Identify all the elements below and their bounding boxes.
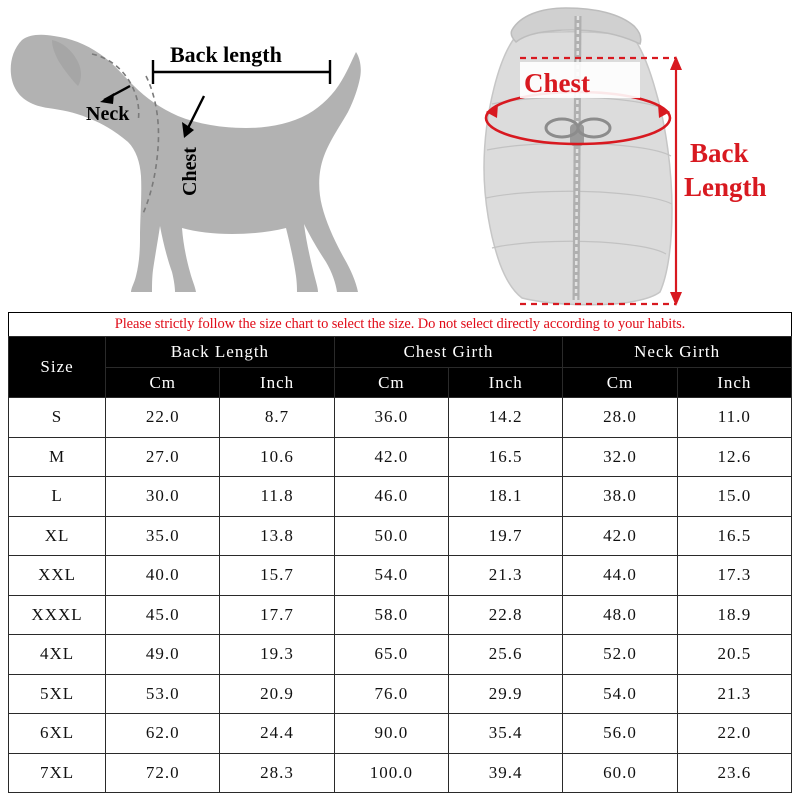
cell-chest-cm: 54.0 bbox=[334, 556, 448, 596]
cell-neck-cm: 54.0 bbox=[563, 674, 677, 714]
cell-chest-cm: 100.0 bbox=[334, 753, 448, 793]
cell-chest-cm: 50.0 bbox=[334, 516, 448, 556]
cell-back-cm: 22.0 bbox=[106, 398, 220, 438]
table-row bbox=[9, 753, 792, 793]
cell-neck-inch: 18.9 bbox=[677, 595, 791, 635]
cell-back-inch: 15.7 bbox=[220, 556, 334, 596]
row-size: 6XL bbox=[9, 714, 106, 754]
cell-chest-inch: 29.9 bbox=[449, 674, 563, 714]
cell-chest-inch: 14.2 bbox=[449, 398, 563, 438]
cell-chest-inch: 19.7 bbox=[449, 516, 563, 556]
row-size: S bbox=[9, 398, 106, 438]
neck-label: Neck bbox=[86, 103, 130, 125]
cell-back-cm: 40.0 bbox=[106, 556, 220, 596]
header-unit-back-cm: Cm bbox=[106, 368, 220, 398]
cell-chest-inch: 22.8 bbox=[449, 595, 563, 635]
cell-back-inch: 11.8 bbox=[220, 477, 334, 517]
table-row bbox=[9, 635, 792, 675]
cell-neck-cm: 28.0 bbox=[563, 398, 677, 438]
row-size: 5XL bbox=[9, 674, 106, 714]
back-length-label: Back length bbox=[170, 42, 282, 67]
coat-back-label: Back bbox=[690, 138, 749, 168]
cell-neck-cm: 44.0 bbox=[563, 556, 677, 596]
cell-neck-inch: 16.5 bbox=[677, 516, 791, 556]
cell-back-inch: 20.9 bbox=[220, 674, 334, 714]
cell-back-cm: 35.0 bbox=[106, 516, 220, 556]
cell-chest-cm: 90.0 bbox=[334, 714, 448, 754]
table-row bbox=[9, 595, 792, 635]
cell-chest-cm: 36.0 bbox=[334, 398, 448, 438]
cell-neck-inch: 23.6 bbox=[677, 753, 791, 793]
header-unit-chest-inch: Inch bbox=[449, 368, 563, 398]
cell-back-cm: 62.0 bbox=[106, 714, 220, 754]
cell-neck-cm: 32.0 bbox=[563, 437, 677, 477]
row-size: 4XL bbox=[9, 635, 106, 675]
cell-back-inch: 10.6 bbox=[220, 437, 334, 477]
coat-length-label: Length bbox=[684, 172, 767, 202]
table-row bbox=[9, 477, 792, 517]
back-length-arrow-bottom bbox=[670, 292, 682, 306]
cell-chest-cm: 58.0 bbox=[334, 595, 448, 635]
cell-back-inch: 24.4 bbox=[220, 714, 334, 754]
row-size: XL bbox=[9, 516, 106, 556]
cell-chest-inch: 39.4 bbox=[449, 753, 563, 793]
table-body bbox=[9, 398, 792, 793]
warning-text: Please strictly follow the size chart to select the size. Do not select directly according to your habits. bbox=[114, 316, 686, 332]
chest-label: Chest bbox=[179, 147, 201, 196]
table-row bbox=[9, 714, 792, 754]
table-row bbox=[9, 437, 792, 477]
cell-chest-inch: 18.1 bbox=[449, 477, 563, 517]
table-header bbox=[9, 337, 792, 398]
cell-neck-inch: 15.0 bbox=[677, 477, 791, 517]
cell-neck-inch: 20.5 bbox=[677, 635, 791, 675]
cell-back-inch: 13.8 bbox=[220, 516, 334, 556]
cell-chest-inch: 21.3 bbox=[449, 556, 563, 596]
cell-back-inch: 19.3 bbox=[220, 635, 334, 675]
cell-chest-inch: 25.6 bbox=[449, 635, 563, 675]
header-unit-neck-inch: Inch bbox=[677, 368, 791, 398]
cell-back-cm: 72.0 bbox=[106, 753, 220, 793]
cell-neck-inch: 22.0 bbox=[677, 714, 791, 754]
cell-neck-inch: 11.0 bbox=[677, 398, 791, 438]
coat-chest-label: Chest bbox=[524, 68, 590, 98]
cell-back-cm: 45.0 bbox=[106, 595, 220, 635]
cell-neck-cm: 52.0 bbox=[563, 635, 677, 675]
cell-back-cm: 27.0 bbox=[106, 437, 220, 477]
table-header-unit-row bbox=[9, 368, 792, 398]
header-neck-girth: Neck Girth bbox=[563, 337, 792, 368]
cell-neck-cm: 38.0 bbox=[563, 477, 677, 517]
cell-neck-inch: 17.3 bbox=[677, 556, 791, 596]
row-size: M bbox=[9, 437, 106, 477]
cell-neck-inch: 12.6 bbox=[677, 437, 791, 477]
table-row bbox=[9, 674, 792, 714]
row-size: XXL bbox=[9, 556, 106, 596]
cell-back-cm: 49.0 bbox=[106, 635, 220, 675]
table-row bbox=[9, 516, 792, 556]
header-unit-neck-cm: Cm bbox=[563, 368, 677, 398]
header-chest-girth: Chest Girth bbox=[334, 337, 563, 368]
warning-bar bbox=[8, 312, 792, 336]
illustration-area bbox=[0, 0, 800, 312]
header-unit-chest-cm: Cm bbox=[334, 368, 448, 398]
cell-back-inch: 28.3 bbox=[220, 753, 334, 793]
cell-chest-cm: 65.0 bbox=[334, 635, 448, 675]
dog-silhouette-diagram bbox=[11, 35, 361, 292]
cell-back-inch: 17.7 bbox=[220, 595, 334, 635]
cell-back-cm: 30.0 bbox=[106, 477, 220, 517]
chest-arrow-right-head bbox=[658, 104, 670, 118]
row-size: L bbox=[9, 477, 106, 517]
cell-chest-cm: 46.0 bbox=[334, 477, 448, 517]
cell-chest-inch: 35.4 bbox=[449, 714, 563, 754]
header-size: Size bbox=[9, 337, 106, 398]
header-back-length: Back Length bbox=[106, 337, 335, 368]
header-unit-back-inch: Inch bbox=[220, 368, 334, 398]
cell-neck-cm: 56.0 bbox=[563, 714, 677, 754]
row-size: XXXL bbox=[9, 595, 106, 635]
table-row bbox=[9, 398, 792, 438]
cell-neck-cm: 42.0 bbox=[563, 516, 677, 556]
cell-chest-inch: 16.5 bbox=[449, 437, 563, 477]
table-header-group-row bbox=[9, 337, 792, 368]
table-row bbox=[9, 556, 792, 596]
row-size: 7XL bbox=[9, 753, 106, 793]
back-length-arrow-top bbox=[670, 56, 682, 70]
cell-neck-cm: 48.0 bbox=[563, 595, 677, 635]
cell-chest-cm: 42.0 bbox=[334, 437, 448, 477]
cell-chest-cm: 76.0 bbox=[334, 674, 448, 714]
cell-neck-inch: 21.3 bbox=[677, 674, 791, 714]
cell-back-inch: 8.7 bbox=[220, 398, 334, 438]
cell-neck-cm: 60.0 bbox=[563, 753, 677, 793]
coat-illustration bbox=[484, 8, 767, 306]
cell-back-cm: 53.0 bbox=[106, 674, 220, 714]
size-chart-table bbox=[8, 336, 792, 793]
